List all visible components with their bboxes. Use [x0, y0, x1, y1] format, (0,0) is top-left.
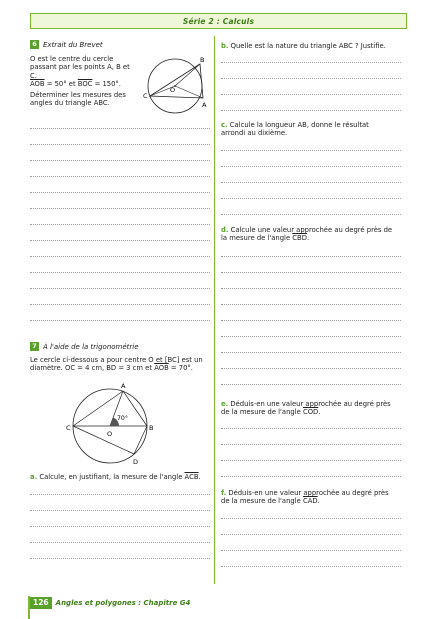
question-b-answer-lines[interactable]: [221, 62, 401, 117]
question-f: f. Déduis-en une valeur approchée au degré près de la mesure de l'angle $\overline{CAD}$.: [221, 489, 389, 506]
question-d: d. Calcule une valeur approchée au degré près de la mesure de l'angle $\overline{CBD}$.: [221, 226, 393, 243]
question-a-answer-lines[interactable]: [30, 494, 210, 579]
question-b: b. Quelle est la nature du triangle ABC ? Justifie.: [221, 42, 386, 50]
point-c-label: C: [66, 424, 71, 432]
point-d-label: D: [133, 458, 139, 466]
series-title: Série 2 : Calculs: [182, 16, 255, 26]
exercise-6-title: Extrait du Brevet: [43, 40, 103, 49]
point-a-label: A: [202, 101, 207, 109]
exercise-6-number: 6: [30, 40, 39, 49]
exercise-7-title: À l'aide de la trigonométrie: [43, 342, 139, 351]
exercise-7-number: 7: [30, 342, 39, 351]
point-b-label: B: [149, 424, 154, 432]
exercise-6-heading: [30, 40, 103, 49]
point-o-label: O: [170, 86, 176, 94]
exercise-6-statement: O est le centre du cercle passant par les points A, B et C. $\overline{AOB} = 50^\circ$ et $\overline{BOC} = 150^\circ$. Déterminer les mesures des angles du triangle ABC.: [30, 55, 130, 108]
page-footer: [30, 597, 190, 609]
point-a-label: A: [121, 382, 126, 390]
point-o-label: O: [107, 430, 113, 438]
exercise-7-statement: Le cercle ci-dessous a pour centre O et [BC] est un diamètre. OC = 4 cm, BD = 3 cm et $\overline{AOB} = 70^\circ$.: [30, 356, 203, 373]
question-e: e. Déduis-en une valeur approchée au degré près de la mesure de l'angle $\overline{COD}$.: [221, 400, 391, 417]
question-a: a. Calcule, en justifiant, la mesure de l'angle $\overline{ACB}$.: [30, 473, 201, 481]
page-number: 126: [30, 597, 52, 609]
column-divider: [214, 36, 215, 584]
exercise-7-figure: [60, 378, 160, 468]
question-e-answer-lines[interactable]: [221, 428, 401, 483]
chapter-title: Angles et polygones : Chapitre G4: [55, 599, 191, 607]
exercise-6-figure: [142, 52, 212, 118]
exercise-7-heading: [30, 342, 139, 351]
point-c-label: C: [143, 92, 148, 100]
question-c-answer-lines[interactable]: [221, 150, 401, 220]
point-b-label: B: [200, 56, 205, 64]
angle-label: 70°: [117, 415, 128, 422]
series-header: [30, 13, 407, 29]
exercise-6-answer-lines[interactable]: [30, 128, 210, 338]
question-d-answer-lines[interactable]: [221, 256, 401, 396]
question-c: c. Calcule la longueur AB, donne le résultat arrondi au dixième.: [221, 121, 369, 138]
question-f-answer-lines[interactable]: [221, 518, 401, 578]
